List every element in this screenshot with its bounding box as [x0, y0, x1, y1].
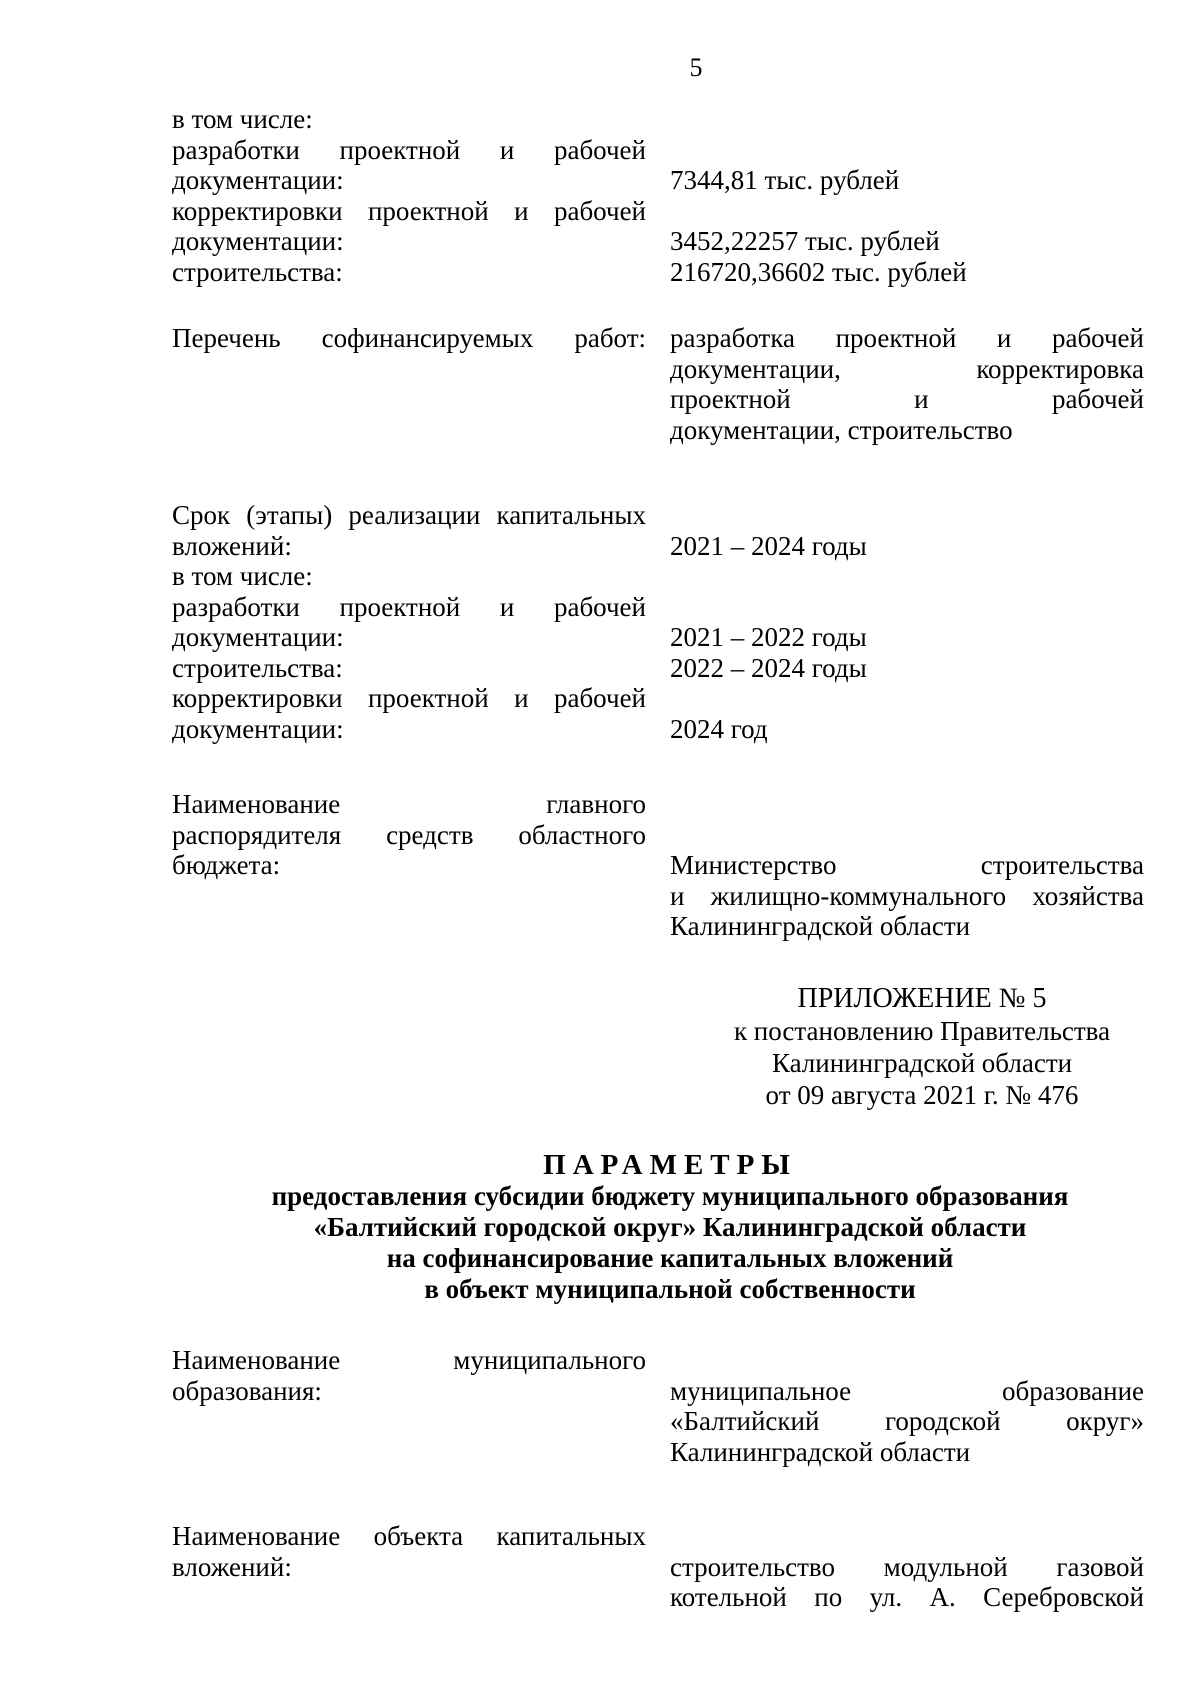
value-line: [670, 820, 1144, 851]
annex-title: ПРИЛОЖЕНИЕ № 5: [797, 983, 1047, 1014]
heading-line: на софинансирование капитальных вложений: [386, 1243, 954, 1273]
value-line: [670, 561, 1144, 592]
text-line: Наименование муниципального: [172, 1345, 646, 1375]
value-line: [670, 500, 1144, 531]
value-line: документации, корректировка: [670, 353, 1144, 384]
value-line: [670, 196, 1144, 227]
text-line: корректировки проектной и рабочей: [172, 683, 646, 713]
value-line: «Балтийский городской округ»: [670, 1406, 1144, 1436]
section-right-column: [670, 500, 1144, 744]
section-right-column: [670, 323, 1144, 445]
page-number: 5: [689, 53, 703, 82]
section-cost-breakdown: [172, 104, 1144, 287]
section-left-column: [172, 323, 646, 445]
text-line: вложений:: [172, 530, 292, 561]
text-line: в том числе:: [172, 104, 313, 134]
param-left-column: [172, 1521, 646, 1613]
text-line: Срок (этапы) реализации капитальных: [172, 500, 646, 530]
text-line: корректировки проектной и рабочей: [172, 195, 646, 226]
value-line: строительство модульной газовой: [670, 1551, 1144, 1582]
text-line: в том числе:: [172, 561, 313, 591]
annex-line: к постановлению Правительства: [733, 1016, 1111, 1046]
text-line: документации:: [172, 622, 344, 652]
text-line: Перечень софинансируемых работ:: [172, 323, 646, 353]
section-left-column: [172, 104, 646, 287]
document-heading: [100, 1150, 1200, 1305]
value-line: [670, 789, 1144, 820]
value-line: [670, 104, 1144, 135]
text-line: строительства:: [172, 652, 343, 683]
heading-line: «Балтийский городской округ» Калининградской области: [313, 1212, 1027, 1242]
section-right-column: [670, 789, 1144, 942]
text-line: вложений:: [172, 1551, 292, 1582]
heading-title: ПАРАМЕТРЫ: [543, 1149, 797, 1181]
annex-line: Калининградской области: [771, 1048, 1073, 1078]
text-line: документации:: [172, 713, 344, 744]
value-line: проектной и рабочей: [670, 384, 1144, 414]
text-line: бюджета:: [172, 850, 281, 880]
value-line: 2024 год: [670, 713, 768, 744]
value-line: 2021 – 2024 годы: [670, 530, 867, 561]
heading-line: предоставления субсидии бюджету муниципального образования: [271, 1181, 1069, 1211]
value-line: 3452,22257 тыс. рублей: [670, 226, 940, 256]
text-line: образования:: [172, 1375, 322, 1406]
param-object: [172, 1521, 1144, 1613]
text-line: Наименование объекта капитальных: [172, 1521, 646, 1551]
value-line: 216720,36602 тыс. рублей: [670, 256, 967, 287]
annex-block: [700, 984, 1144, 1112]
value-line: муниципальное образование: [670, 1375, 1144, 1406]
text-line: строительства:: [172, 256, 343, 287]
param-municipality: [172, 1345, 1144, 1467]
text-line: документации:: [172, 165, 344, 195]
value-line: [670, 592, 1144, 623]
section-left-column: [172, 500, 646, 744]
value-line: 2021 – 2022 годы: [670, 622, 867, 652]
value-line: [670, 1521, 1144, 1552]
value-line: [670, 1345, 1144, 1376]
param-right-column: [670, 1345, 1144, 1467]
text-line: распорядителя средств областного: [172, 819, 646, 850]
section-right-column: [670, 104, 1144, 287]
section-implementation-period: [172, 500, 1144, 744]
text-line: Наименование главного: [172, 789, 646, 819]
param-left-column: [172, 1345, 646, 1467]
text-line: документации:: [172, 226, 344, 256]
value-line: [670, 683, 1144, 714]
section-left-column: [172, 789, 646, 942]
value-line: 7344,81 тыс. рублей: [670, 165, 900, 195]
value-line: 2022 – 2024 годы: [670, 652, 867, 683]
value-line: разработка проектной и рабочей: [670, 323, 1144, 353]
value-line: документации, строительство: [670, 414, 1013, 445]
param-right-column: [670, 1521, 1144, 1613]
annex-line: от 09 августа 2021 г. № 476: [765, 1080, 1079, 1110]
section-cofinanced-works: [172, 323, 1144, 445]
heading-line: в объект муниципальной собственности: [424, 1274, 916, 1304]
value-line: Калининградской области: [670, 911, 971, 941]
text-line: разработки проектной и рабочей: [172, 134, 646, 165]
section-budget-administrator: [172, 789, 1144, 942]
value-line: Калининградской области: [670, 1436, 971, 1467]
value-line: и жилищно-коммунального хозяйства: [670, 880, 1144, 911]
value-line: котельной по ул. А. Серебровской: [670, 1582, 1144, 1612]
value-line: [670, 135, 1144, 166]
text-line: разработки проектной и рабочей: [172, 591, 646, 622]
value-line: Министерство строительства: [670, 850, 1144, 880]
